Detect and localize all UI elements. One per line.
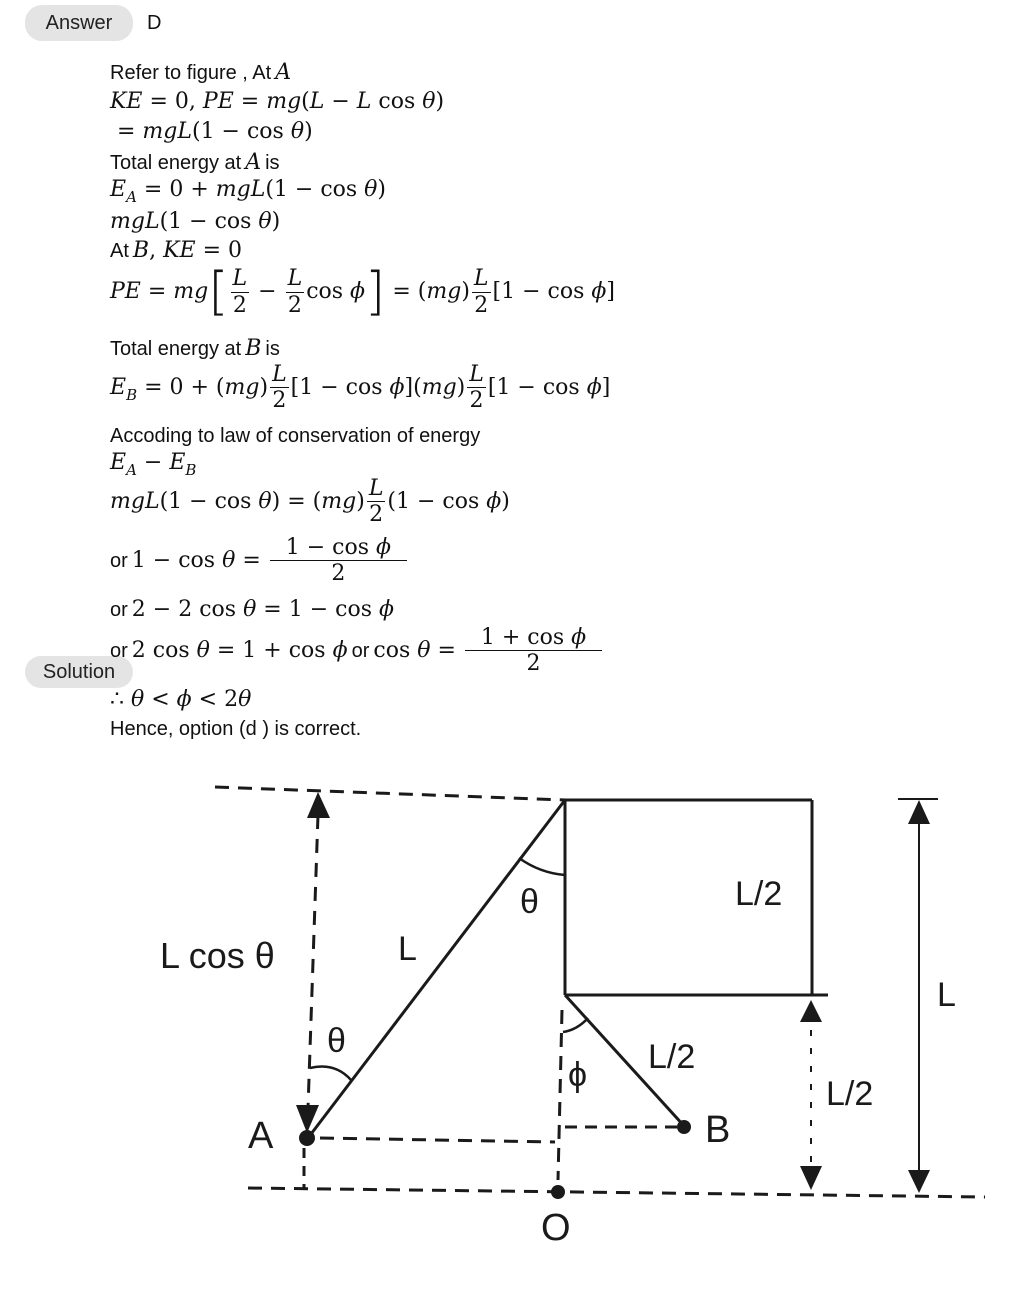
label-half-string: L/2 xyxy=(648,1038,696,1076)
line-at-b: At B, KE = 0 xyxy=(110,238,242,263)
label-l-right: L xyxy=(937,976,956,1014)
label-phi: ϕ xyxy=(568,1056,588,1094)
answer-label: Answer xyxy=(25,5,133,41)
equation-a-simplified: = mgL(1 − cos θ) xyxy=(110,119,313,144)
equation-pe-b: PE = mg[ $\frac{L}{2}$ − $\frac{L}{2}$ cos ϕ] = (mg) $\frac{L}{2}$ [1 − cos ϕ] xyxy=(110,262,615,322)
answer-value: D xyxy=(147,12,162,34)
or-text-2: or xyxy=(110,599,128,621)
hence-text: Hence, option (d ) is correct. xyxy=(110,718,362,740)
equation-ea: $E_A = 0 + mgL(1 - \cos \theta)$ xyxy=(110,177,387,206)
label-half-top: L/2 xyxy=(735,875,783,913)
phi-arc xyxy=(563,1018,588,1032)
label-point-b: B xyxy=(705,1109,731,1151)
or-text-4: or xyxy=(351,639,370,662)
line-total-a: Total energy at A is xyxy=(110,150,280,175)
point-b-dot xyxy=(677,1120,691,1134)
arrow-down-half xyxy=(800,1166,822,1190)
equation-ea-eb: $E_A - E_B$ xyxy=(110,450,197,479)
equation-or-1: or 1 − cos θ = $\frac{\text{1 − cos ϕ}}{2}$ xyxy=(110,535,409,587)
total-a-text: Total energy at xyxy=(110,152,242,174)
or-text-3: or xyxy=(110,639,128,662)
equation-therefore: ∴ θ < ϕ < 2θ xyxy=(110,687,252,712)
equation-equate: mgL(1 − cos θ) = (mg) $\frac{L}{2}$ (1 − cos ϕ) xyxy=(110,476,510,528)
is-text-b: is xyxy=(265,338,280,360)
bottom-dashed-line xyxy=(248,1188,985,1197)
arrow-up-lcos xyxy=(307,792,330,818)
equation-or-3: or 2 cos θ = 1 + cos ϕ or cos θ = $\frac{\text{1 + cos ϕ}}{2}$ xyxy=(110,625,604,677)
is-text: is xyxy=(265,152,280,174)
theta-arc-bottom xyxy=(310,1067,351,1081)
label-l-string: L xyxy=(398,930,417,968)
theta-arc-top xyxy=(519,858,565,875)
label-point-o: O xyxy=(541,1207,571,1249)
string-l xyxy=(308,800,565,1138)
arrow-up-l xyxy=(908,800,930,824)
equation-eb: $E_B = 0 + (mg)$ $\frac{L}{2}$ [1 − cos ϕ](mg) $\frac{L}{2}$ [1 − cos ϕ] xyxy=(110,362,611,414)
refer-text: Refer to figure , At xyxy=(110,62,272,84)
a-horizontal-dashed xyxy=(320,1138,555,1142)
label-half-right: L/2 xyxy=(826,1075,874,1113)
arrow-down-l xyxy=(908,1170,930,1193)
equation-or-2: or 2 − 2 cos θ = 1 − cos ϕ xyxy=(110,597,394,622)
point-a-dot xyxy=(299,1130,315,1146)
conservation-text: Accoding to law of conservation of energy xyxy=(110,425,481,447)
vertical-line-bottom xyxy=(558,1010,562,1180)
line-refer: Refer to figure , At A xyxy=(110,60,292,85)
line-total-b: Total energy at B is xyxy=(110,336,280,361)
arrow-up-half xyxy=(800,1000,822,1022)
at-text: At xyxy=(110,240,129,262)
equation-ea-result: mgL(1 − cos θ) xyxy=(110,209,281,234)
equation-a-energy: KE = 0, PE = mg(L − L cos θ) xyxy=(110,89,445,114)
point-o-dot xyxy=(551,1185,565,1199)
label-lcos-theta: L cos θ xyxy=(160,935,275,976)
label-theta-bottom: θ xyxy=(327,1022,346,1060)
solution-label: Solution xyxy=(25,656,133,688)
total-b-text: Total energy at xyxy=(110,338,242,360)
lcos-dimension-line xyxy=(308,815,318,1108)
label-theta-top: θ xyxy=(520,883,539,921)
label-point-a: A xyxy=(248,1115,274,1157)
top-dashed-line xyxy=(215,787,565,800)
or-text-1: or xyxy=(110,549,128,572)
